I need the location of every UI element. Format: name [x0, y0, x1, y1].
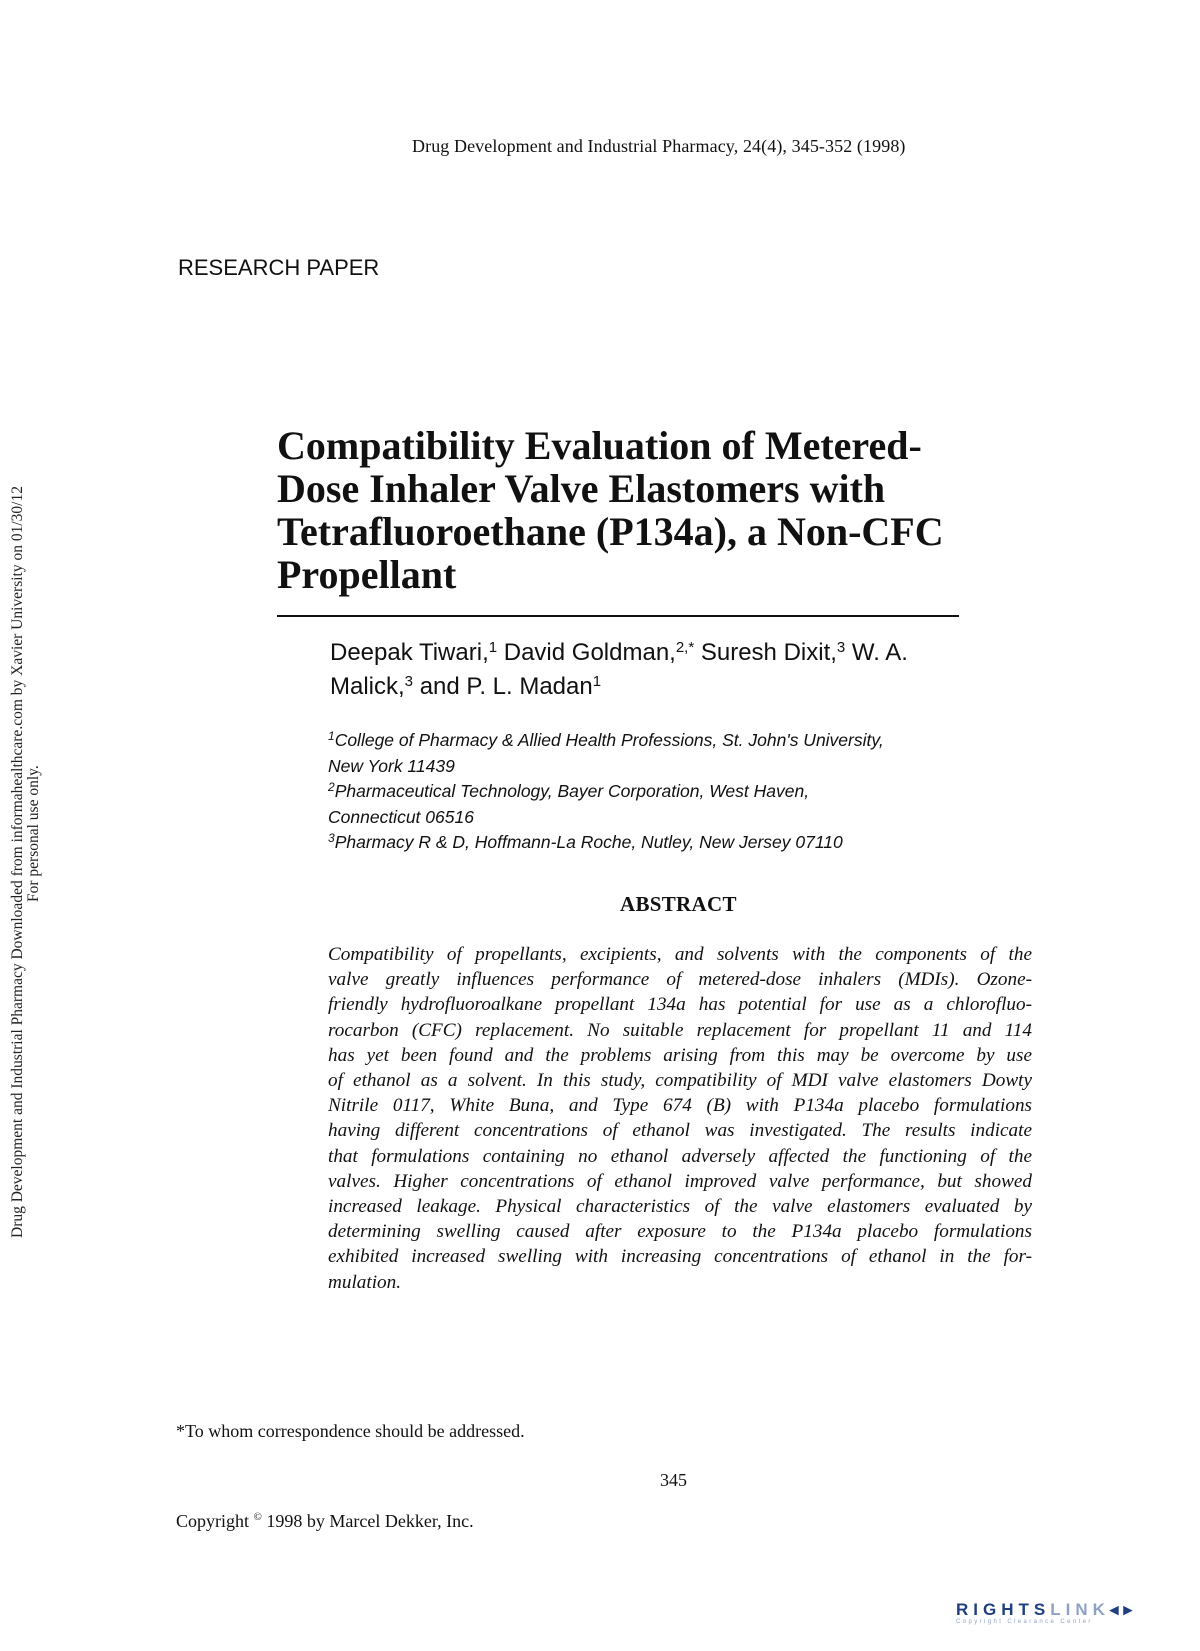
correspondence-footnote: *To whom correspondence should be addressed.	[176, 1421, 525, 1441]
author-list	[330, 636, 1010, 704]
journal-citation: Drug Development and Industrial Pharmacy, 24(4), 345-352 (1998)	[412, 136, 906, 156]
abstract-line: has yet been found and the problems arising from this may be overcome by use	[328, 1044, 1032, 1066]
rightslink-arrow-icon: ◂▸	[1109, 1600, 1137, 1619]
author-line	[330, 670, 1010, 704]
affiliation-number: 3	[328, 831, 335, 845]
article-title	[277, 424, 977, 596]
author-name: Deepak Tiwari,	[330, 639, 489, 666]
affiliation-text: Pharmacy R & D, Hoffmann-La Roche, Nutley, New Jersey 07110	[334, 832, 843, 852]
author-affiliation-mark: 1	[592, 673, 602, 690]
affiliation-line	[328, 779, 1028, 805]
rightslink-word-link: LINK	[1050, 1600, 1110, 1619]
author-affiliation-mark: 1	[488, 639, 498, 656]
affiliation-line	[328, 805, 1028, 831]
abstract-line: that formulations containing no ethanol adversely affected the functioning of the	[328, 1145, 1032, 1167]
affiliation-text: New York 11439	[328, 755, 455, 776]
abstract-heading: ABSTRACT	[620, 892, 737, 916]
author-conjunction: and	[419, 673, 460, 700]
title-line: Dose Inhaler Valve Elastomers with	[277, 466, 886, 511]
affiliation-line	[328, 754, 1028, 780]
copyright-label: Copyright	[176, 1511, 250, 1531]
title-divider	[277, 615, 959, 617]
section-label: RESEARCH PAPER	[178, 255, 380, 280]
copyright-symbol: ©	[253, 1511, 262, 1523]
copyright-notice	[176, 1511, 474, 1532]
author-affiliation-mark: 3	[404, 673, 414, 690]
download-notice: Drug Development and Industrial Pharmacy Downloaded from informahealthcare.com by Xavier University on 01/30/12	[9, 486, 26, 1238]
abstract-line: mulation.	[328, 1271, 402, 1293]
abstract-line: exhibited increased swelling with increasing concentrations of ethanol in the for-	[328, 1246, 1032, 1268]
abstract-line: having different concentrations of ethanol was investigated. The results indicate	[328, 1120, 1032, 1142]
title-line: Propellant	[277, 552, 457, 597]
author-affiliation-mark: 3	[836, 639, 846, 656]
abstract-line: Compatibility of propellants, excipients, and solvents with the components of the	[328, 944, 1032, 965]
abstract-line: valves. Higher concentrations of ethanol improved valve performance, but showed	[328, 1170, 1032, 1192]
abstract-line: determining swelling caused after exposure to the P134a placebo formulations	[328, 1221, 1032, 1243]
affiliation-number: 2	[328, 780, 335, 794]
personal-use-notice: For personal use only.	[25, 765, 42, 902]
title-line: Compatibility Evaluation of Metered-	[277, 423, 922, 468]
abstract-body	[328, 942, 1032, 1295]
affiliation-line	[328, 728, 1028, 754]
abstract-line: friendly hydrofluoroalkane propellant 134a has potential for use as a chlorofluo-	[328, 994, 1032, 1016]
author-line	[330, 636, 1010, 670]
abstract-line: of ethanol as a solvent. In this study, compatibility of MDI valve elastomers Dowty	[328, 1070, 1032, 1092]
author-name: Malick,	[330, 673, 405, 700]
abstract-line: rocarbon (CFC) replacement. No suitable replacement for propellant 11 and 114	[328, 1019, 1032, 1041]
affiliation-number: 1	[328, 729, 335, 743]
author-affiliation-mark: 2,*	[675, 639, 695, 656]
author-name: P. L. Madan	[466, 673, 593, 700]
abstract-line: increased leakage. Physical characteristics of the valve elastomers evaluated by	[328, 1196, 1032, 1218]
copyright-holder: 1998 by Marcel Dekker, Inc.	[266, 1511, 474, 1531]
abstract-line: Nitrile 0117, White Buna, and Type 674 (B) with P134a placebo formulations	[328, 1095, 1032, 1117]
title-line: Tetrafluoroethane (P134a), a Non-CFC	[277, 509, 944, 554]
rightslink-tagline: Copyright Clearance Center	[956, 1619, 1093, 1625]
rightslink-wordmark	[956, 1600, 1137, 1620]
abstract-line: valve greatly influences performance of metered-dose inhalers (MDIs). Ozone-	[328, 969, 1032, 991]
page-number: 345	[660, 1470, 687, 1490]
rightslink-word-rights: RIGHTS	[956, 1600, 1051, 1619]
affiliation-line	[328, 830, 1028, 856]
affiliation-text: Connecticut 06516	[328, 806, 474, 827]
rightslink-logo[interactable]	[956, 1600, 1137, 1625]
affiliation-list	[328, 728, 1028, 856]
affiliation-text: College of Pharmacy & Allied Health Professions, St. John's University,	[334, 730, 884, 750]
author-name: Suresh Dixit,	[700, 639, 837, 666]
author-name: W. A.	[851, 639, 908, 666]
affiliation-text: Pharmaceutical Technology, Bayer Corporation, West Haven,	[334, 781, 810, 801]
author-name: David Goldman,	[503, 639, 676, 666]
